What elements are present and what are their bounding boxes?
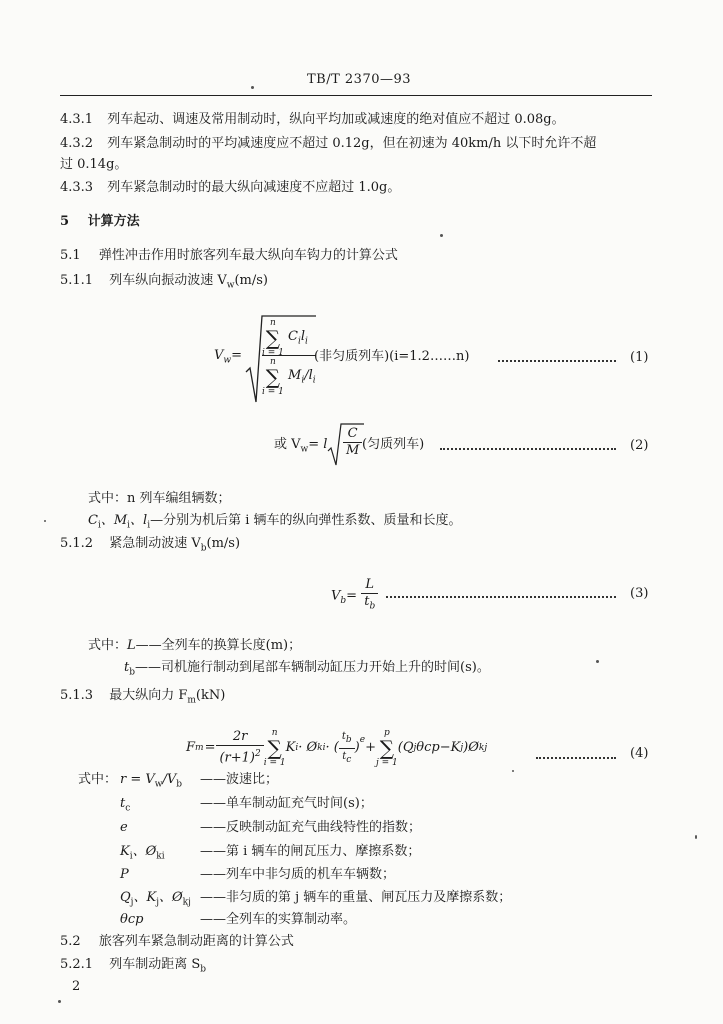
- where-clause-2-line1: 式中：L——全列车的换算长度(m)；: [88, 638, 302, 653]
- standard-number: TB/T 2370—93: [307, 72, 412, 87]
- equation-2-number: (2): [630, 438, 649, 453]
- where-row: $Q_j$、$K_j$、$Ø_{kj}$: [120, 890, 191, 908]
- equation-1-number: (1): [630, 350, 649, 365]
- scan-speck: [512, 770, 514, 772]
- clause-number: 4.3.3: [60, 180, 94, 195]
- section-number: 5: [60, 214, 70, 229]
- subsection-5-1-3: 5.1.3 最大纵向力 $F_m(kN)$: [60, 688, 226, 706]
- equation-2-note: (匀质列车): [362, 437, 425, 452]
- equation-2-fraction: $\frac{C}{M}$: [343, 426, 362, 459]
- clause-4-3-2: [60, 135, 596, 153]
- where-clause-1-lead: 式中：n 列车编组辆数；: [88, 491, 231, 506]
- sum-symbol: n ∑ i = 1: [263, 728, 286, 768]
- subsection-number: 5.1.3: [60, 688, 94, 703]
- subsection-number: 5.1.2: [60, 536, 94, 551]
- subsection-5-1: [60, 247, 398, 265]
- header-rule: [60, 95, 652, 96]
- equation-3-number: (3): [630, 586, 649, 601]
- section-5-heading: [60, 213, 140, 231]
- subsection-title: 弹性冲击作用时旅客列车最大纵向车钩力的计算公式: [98, 248, 398, 263]
- subsection-title: 最大纵向力 F: [109, 688, 188, 703]
- sum-symbol: n ∑ i = 1: [262, 318, 284, 358]
- clause-text: 列车起动、调速及常用制动时，纵向平均加或减速度的绝对值应不超过 0.08g。: [107, 112, 565, 127]
- where-row: $t_c$: [120, 796, 131, 814]
- where-row: $r = V_w/V_b$: [120, 772, 183, 790]
- subsection-title: 列车纵向振动波速 V: [109, 273, 227, 288]
- subsection-number: 5.1: [60, 248, 81, 263]
- clause-4-3-3: [60, 179, 400, 197]
- equation-2-lhs: 或 $V_w= l$: [274, 437, 328, 455]
- where-row: P: [120, 867, 129, 882]
- equation-1-lhs: $V_w=$: [214, 348, 243, 366]
- subsection-title: 列车制动距离 S: [109, 957, 201, 972]
- subsection-5-1-2: 5.1.2 紧急制动波速 $V_b(m/s)$: [60, 536, 241, 554]
- scan-speck: [596, 660, 599, 663]
- subsection-5-1-1: 5.1.1 列车纵向振动波速 $V_w(m/s)$: [60, 273, 268, 291]
- clause-text: 列车紧急制动时的最大纵向减速度不应超过 1.0g。: [107, 180, 401, 195]
- section-title: 计算方法: [87, 214, 140, 229]
- subsection-5-2: [60, 933, 294, 951]
- page-number: 2: [72, 979, 81, 994]
- sum-symbol: n ∑ i = 1: [262, 357, 284, 397]
- where-row: e: [120, 820, 128, 835]
- equation-1-note: (非匀质列车)(i=1.2……n): [314, 349, 470, 364]
- where-clause-2-line2: $t_b——$司机施行制动到尾部车辆制动缸压力开始上升的时间(s)。: [124, 660, 490, 678]
- where-row: $K_i$、$Ø_{ki}$: [120, 844, 165, 862]
- leader-dots: [440, 448, 616, 450]
- scan-speck: [251, 86, 254, 89]
- subsection-title: 旅客列车紧急制动距离的计算公式: [98, 934, 294, 949]
- where-clause-1-line2: $C_i$、$M_i$、$l_i—$分别为机后第 i 辆车的纵向弹性系数、质量和长度。: [88, 513, 462, 531]
- leader-dots: [386, 596, 616, 598]
- subsection-5-2-1: 5.2.1 列车制动距离 $S_b$: [60, 957, 207, 975]
- clause-4-3-2-continued: 过 0.14g。: [60, 157, 128, 172]
- where-row-desc: ——非匀质的第 j 辆车的重量、闸瓦压力及摩擦系数；: [200, 890, 512, 905]
- subsection-title: 紧急制动波速 V: [109, 536, 201, 551]
- leader-dots: [536, 757, 616, 759]
- where-row-desc: ——单车制动缸充气时间(s)；: [200, 796, 373, 811]
- equation-4-number: (4): [630, 746, 649, 761]
- where-row-desc: ——列车中非匀质的机车车辆数；: [200, 867, 396, 882]
- subsection-number: 5.1.1: [60, 273, 94, 288]
- where-row-desc: ——反映制动缸充气曲线特性的指数；: [200, 820, 422, 835]
- equation-3: $V_b=$ $\frac{L}{t_b}$: [331, 577, 378, 615]
- subsection-number: 5.2.1: [60, 957, 94, 972]
- equation-4: F m = $\frac{2r}{(r+1)^2}$ n ∑ i = 1 K i · Ø ki · ( $\frac{t_b}{t_c}$ ) $^e$ + p ∑ j = 1 (Q j θcp−K j )Ø kj: [186, 728, 488, 768]
- clause-number: 4.3.1: [60, 112, 94, 127]
- where-row-desc: ——全列车的实算制动率。: [200, 912, 357, 927]
- scan-speck: [58, 1000, 61, 1003]
- equation-1-fraction: n ∑ i = 1 $C_il_i$ n ∑ i = 1 $M_i/l_i$: [262, 318, 316, 397]
- where-row: θcp: [120, 912, 144, 927]
- leader-dots: [498, 360, 616, 362]
- clause-number: 4.3.2: [60, 136, 94, 151]
- scan-speck: [695, 835, 697, 839]
- where-row-desc: ——第 i 辆车的闸瓦压力、摩擦系数；: [200, 844, 421, 859]
- scan-speck: [44, 520, 46, 522]
- where-row-desc: ——波速比；: [200, 772, 279, 787]
- scan-speck: [440, 234, 443, 237]
- clause-4-3-1: [60, 111, 565, 129]
- subsection-number: 5.2: [60, 934, 81, 949]
- where-clause-3-lead: 式中：: [78, 772, 118, 787]
- sum-symbol: p ∑ j = 1: [375, 728, 398, 768]
- clause-text: 列车紧急制动时的平均减速度应不超过 0.12g，但在初速为 40km/h 以下时允许不超: [107, 136, 597, 151]
